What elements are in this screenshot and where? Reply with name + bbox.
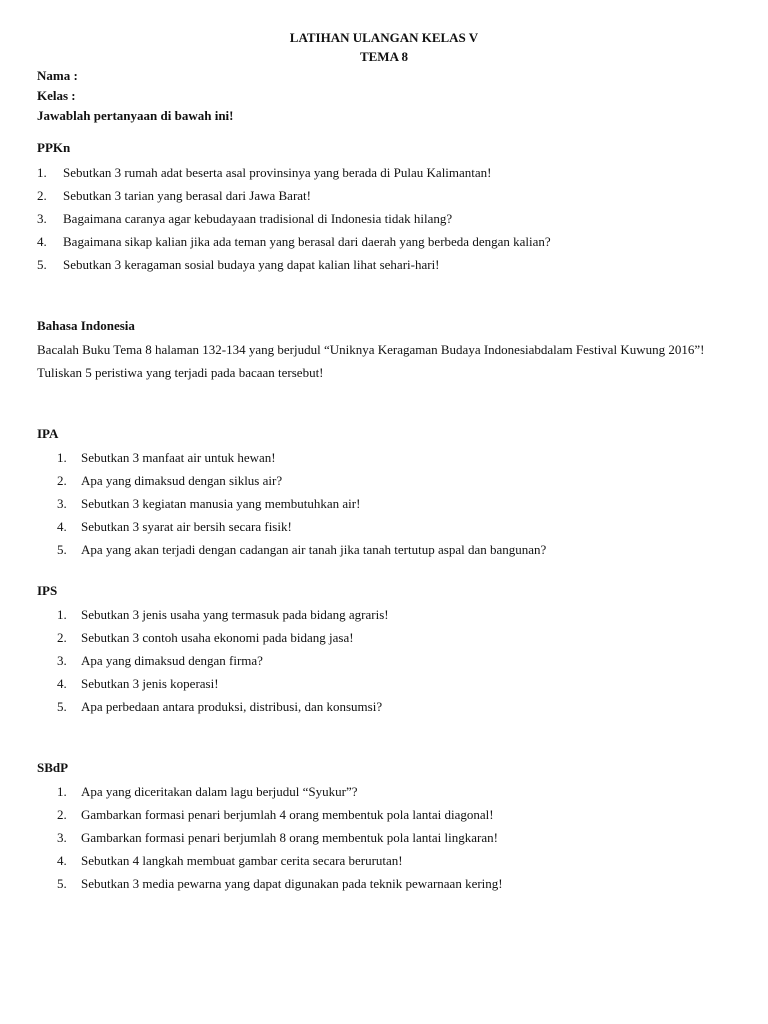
question-number: 1. — [57, 784, 67, 799]
sbdp-question-list — [37, 780, 731, 895]
question-text: Sebutkan 3 tarian yang berasal dari Jawa Barat! — [63, 188, 311, 203]
list-item — [37, 161, 731, 184]
question-number: 1. — [57, 450, 67, 465]
question-text: Apa yang akan terjadi dengan cadangan air tanah jika tanah tertutup aspal dan bangunan? — [81, 542, 547, 557]
bahasa-reading-instruction: Bacalah Buku Tema 8 halaman 132-134 yang berjudul “Uniknya Keragaman Budaya Indonesiabdalam Festival Kuwung 2016”! — [37, 342, 705, 357]
ipa-question-list — [37, 446, 731, 561]
section-heading-ppkn: PPKn — [37, 140, 71, 155]
question-number: 3. — [37, 211, 47, 226]
question-text: Apa yang dimaksud dengan siklus air? — [81, 473, 283, 488]
list-item — [57, 872, 731, 895]
list-item — [57, 826, 731, 849]
question-text: Sebutkan 3 contoh usaha ekonomi pada bidang jasa! — [81, 630, 354, 645]
question-text: Sebutkan 3 kegiatan manusia yang membutuhkan air! — [81, 496, 361, 511]
question-number: 5. — [37, 257, 47, 272]
list-item — [37, 230, 731, 253]
list-item — [57, 803, 731, 826]
bahasa-task: Tuliskan 5 peristiwa yang terjadi pada bacaan tersebut! — [37, 365, 324, 380]
list-item — [57, 538, 731, 561]
worksheet-title: LATIHAN ULANGAN KELAS V — [289, 30, 479, 45]
question-text: Bagaimana sikap kalian jika ada teman yang berasal dari daerah yang berbeda dengan kalian? — [63, 234, 551, 249]
list-item — [57, 469, 731, 492]
list-item — [57, 672, 731, 695]
question-number: 5. — [57, 876, 67, 891]
list-item — [57, 492, 731, 515]
question-text: Bagaimana caranya agar kebudayaan tradisional di Indonesia tidak hilang? — [63, 211, 453, 226]
section-heading-ipa: IPA — [37, 426, 59, 441]
question-number: 5. — [57, 699, 67, 714]
question-text: Sebutkan 3 syarat air bersih secara fisik! — [81, 519, 292, 534]
list-item — [57, 626, 731, 649]
list-item — [37, 253, 731, 276]
worksheet-subtitle: TEMA 8 — [359, 49, 409, 64]
list-item — [57, 695, 731, 718]
list-item — [57, 849, 731, 872]
question-number: 3. — [57, 830, 67, 845]
question-text: Apa yang dimaksud dengan firma? — [81, 653, 263, 668]
name-field-label: Nama : — [37, 68, 78, 83]
question-number: 3. — [57, 653, 67, 668]
section-heading-bahasa-indonesia: Bahasa Indonesia — [37, 318, 135, 333]
instruction: Jawablah pertanyaan di bawah ini! — [37, 108, 234, 123]
question-text: Apa perbedaan antara produksi, distribusi, dan konsumsi? — [81, 699, 383, 714]
ips-question-list — [37, 603, 731, 718]
question-text: Apa yang diceritakan dalam lagu berjudul “Syukur”? — [81, 784, 358, 799]
section-heading-ips: IPS — [37, 583, 58, 598]
question-number: 5. — [57, 542, 67, 557]
question-number: 1. — [37, 165, 47, 180]
list-item — [57, 515, 731, 538]
class-field-label: Kelas : — [37, 88, 76, 103]
question-number: 4. — [57, 853, 67, 868]
list-item — [57, 780, 731, 803]
question-number: 3. — [57, 496, 67, 511]
question-text: Sebutkan 3 manfaat air untuk hewan! — [81, 450, 276, 465]
question-text: Gambarkan formasi penari berjumlah 8 orang membentuk pola lantai lingkaran! — [81, 830, 498, 845]
question-text: Sebutkan 3 jenis koperasi! — [81, 676, 219, 691]
question-text: Sebutkan 3 rumah adat beserta asal provinsinya yang berada di Pulau Kalimantan! — [63, 165, 492, 180]
question-text: Sebutkan 3 keragaman sosial budaya yang dapat kalian lihat sehari-hari! — [63, 257, 440, 272]
list-item — [37, 184, 731, 207]
worksheet-page — [37, 28, 731, 895]
question-text: Gambarkan formasi penari berjumlah 4 orang membentuk pola lantai diagonal! — [81, 807, 494, 822]
question-number: 2. — [57, 630, 67, 645]
list-item — [57, 603, 731, 626]
ppkn-question-list — [37, 161, 731, 276]
question-number: 4. — [57, 676, 67, 691]
list-item — [37, 207, 731, 230]
question-number: 4. — [37, 234, 47, 249]
section-heading-sbdp: SBdP — [37, 760, 69, 775]
question-number: 2. — [37, 188, 47, 203]
question-text: Sebutkan 4 langkah membuat gambar cerita secara berurutan! — [81, 853, 403, 868]
question-number: 2. — [57, 473, 67, 488]
question-text: Sebutkan 3 jenis usaha yang termasuk pada bidang agraris! — [81, 607, 389, 622]
question-number: 2. — [57, 807, 67, 822]
question-number: 4. — [57, 519, 67, 534]
question-number: 1. — [57, 607, 67, 622]
question-text: Sebutkan 3 media pewarna yang dapat digunakan pada teknik pewarnaan kering! — [81, 876, 503, 891]
list-item — [57, 649, 731, 672]
list-item — [57, 446, 731, 469]
